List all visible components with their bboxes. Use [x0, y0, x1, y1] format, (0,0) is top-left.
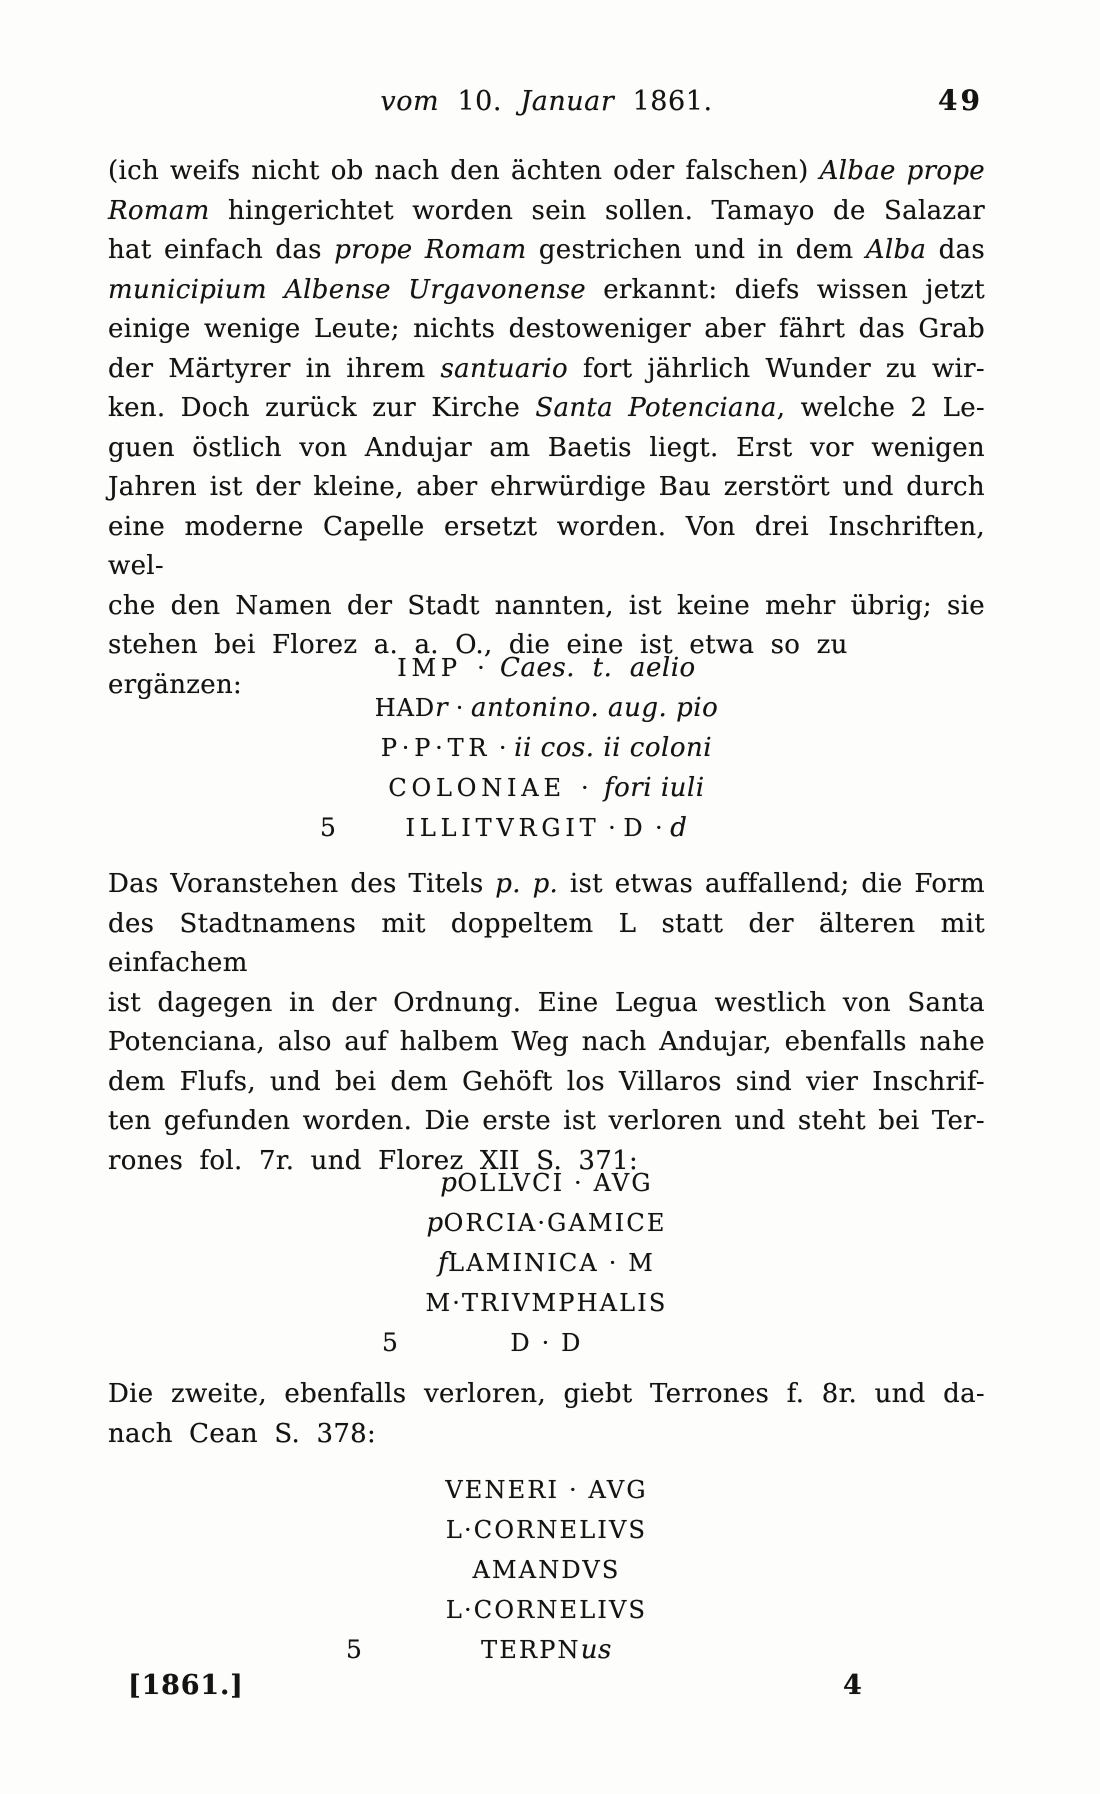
inscription-line: [108, 688, 985, 728]
page-number: 49: [938, 84, 983, 117]
sheet-signature-number: 4: [843, 1670, 862, 1701]
body-text-line: [108, 1102, 985, 1142]
text-segment: guen östlich von Andujar am Baetis liegt. Erst vor wenigen: [108, 432, 985, 463]
text-segment: erkannt: diefs wissen jetzt: [585, 274, 985, 305]
inscription-line: [108, 1203, 985, 1243]
text-segment: Jahren ist der kleine, aber ehrwürdige Bau zerstört und durch: [108, 472, 985, 502]
italic-text-segment: prope Romam: [334, 235, 527, 265]
text-segment: dem Flufs, und bei dem Gehöft los Villaros sind vier Inschrif-: [108, 1066, 985, 1097]
inscription-line: [108, 1590, 985, 1630]
italic-text-segment: d: [670, 813, 688, 843]
text-segment: ten gefunden worden. Die erste ist verloren und steht bei Ter-: [108, 1106, 985, 1136]
text-segment: gestrichen und in dem: [526, 235, 866, 265]
text-segment: stehen bei Florez a. a. O., die eine ist etwa so zu ergänzen:: [108, 630, 848, 700]
body-text-line: [108, 1023, 985, 1063]
text-segment: hingerichtet worden sein sollen. Tamayo de Salazar: [209, 195, 985, 226]
italic-text-segment: Albae prope: [819, 156, 986, 186]
text-segment: (ich weifs nicht ob nach den ächten oder falschen): [108, 156, 820, 186]
body-text-line: [108, 429, 985, 469]
text-segment: einige wenige Leute; nichts destoweniger aber fährt das Grab: [108, 314, 985, 344]
italic-text-segment: fori iuli: [603, 773, 705, 803]
body-text-line: [108, 271, 985, 311]
body-text-line: [108, 508, 985, 587]
inscription-line-number: 5: [320, 813, 336, 842]
italic-text-segment: r: [435, 693, 449, 723]
text-segment: des Stadtnamens mit doppeltem L statt der älteren mit einfachem: [108, 908, 985, 978]
text-segment: IMP: [397, 654, 462, 682]
text-segment: ORCIA·GAMICE: [443, 1209, 667, 1237]
text-segment: ·: [448, 694, 471, 722]
body-text-line: [108, 468, 985, 508]
italic-text-segment: vom: [380, 86, 458, 117]
italic-text-segment: municipium Albense Urgavonense: [108, 274, 586, 305]
body-text-line: [108, 1375, 985, 1415]
text-segment: D: [623, 814, 648, 842]
body-text-line: [108, 350, 985, 390]
body-text-line: [108, 587, 985, 627]
inscription-line-number: 5: [346, 1635, 362, 1664]
italic-text-segment: Romam: [108, 195, 210, 226]
inscription-line: [108, 1550, 985, 1590]
paragraph-2: [108, 865, 985, 1181]
italic-text-segment: Santa Potenciana: [535, 393, 777, 423]
text-segment: hat einfach das: [108, 235, 335, 265]
inscription-line: [108, 1630, 985, 1670]
inscription-line: [108, 1243, 985, 1283]
running-head: [108, 82, 985, 124]
inscription-line: [108, 1510, 985, 1550]
text-segment: LAMINICA · M: [448, 1249, 656, 1277]
inscription-line: [108, 808, 985, 848]
text-segment: ·: [491, 734, 515, 762]
page-footer: [108, 1666, 985, 1708]
paragraph-1: [108, 152, 985, 705]
text-segment: VENERI · AVG: [445, 1476, 648, 1504]
inscription-line: [108, 1283, 985, 1323]
inscription-2: [108, 1163, 985, 1363]
text-segment: fort jährlich Wunder zu wir-: [567, 353, 985, 384]
running-head-line: [108, 82, 985, 122]
text-segment: P·P·TR: [380, 734, 492, 762]
italic-text-segment: f: [437, 1248, 449, 1278]
text-segment: 10.: [457, 86, 521, 117]
text-segment: ist etwas auffallend; die Form: [558, 869, 985, 899]
text-segment: ILLITVRGIT: [405, 814, 601, 842]
body-text-line: [108, 310, 985, 350]
text-segment: L·CORNELIVS: [445, 1596, 648, 1624]
inscription-line: [108, 648, 985, 688]
text-segment: Potenciana, also auf halbem Weg nach Andujar, ebenfalls nahe: [108, 1027, 985, 1057]
paragraph-3: [108, 1375, 985, 1454]
text-segment: der Märtyrer in ihrem: [108, 353, 441, 384]
body-text-line: [108, 231, 985, 271]
italic-text-segment: p: [440, 1168, 458, 1198]
text-segment: M·TRIVMPHALIS: [425, 1289, 668, 1317]
inscription-line: [108, 1323, 985, 1363]
italic-text-segment: Januar: [520, 86, 633, 117]
body-text-line: [108, 389, 985, 429]
text-segment: ·: [600, 814, 624, 842]
text-segment: das: [926, 235, 986, 265]
text-segment: COLONIAE: [388, 774, 566, 802]
inscription-line: [108, 1163, 985, 1203]
text-segment: HAD: [374, 694, 436, 722]
italic-text-segment: santuario: [440, 353, 568, 384]
inscription-3: [108, 1470, 985, 1670]
inscription-line: [108, 1470, 985, 1510]
text-segment: 1861.: [632, 86, 713, 117]
text-segment: ken. Doch zurück zur Kirche: [108, 393, 536, 423]
italic-text-segment: Alba: [865, 235, 927, 265]
body-text-line: [108, 905, 985, 984]
italic-text-segment: Caes. t. aelio: [500, 653, 696, 683]
italic-text-segment: antonino. aug. pio: [470, 693, 719, 723]
text-segment: eine moderne Capelle ersetzt worden. Von drei Inschriften, wel-: [108, 511, 985, 581]
italic-text-segment: p. p.: [495, 869, 559, 899]
text-segment: rones fol. 7r. und Florez XII S. 371:: [108, 1145, 639, 1176]
text-segment: L·CORNELIVS: [445, 1516, 648, 1544]
body-text-line: [108, 1063, 985, 1103]
italic-text-segment: us: [580, 1635, 612, 1665]
text-segment: che den Namen der Stadt nannten, ist keine mehr übrig; sie: [108, 590, 985, 621]
inscription-line: [108, 728, 985, 768]
text-segment: ·: [647, 814, 671, 842]
body-text-line: [108, 865, 985, 905]
running-head-title: [108, 82, 985, 122]
text-segment: , welche 2 Le-: [776, 393, 986, 423]
text-segment: D · D: [510, 1329, 583, 1357]
text-segment: nach Cean S. 378:: [108, 1418, 377, 1449]
text-segment: OLLVCI · AVG: [457, 1169, 653, 1197]
italic-text-segment: p: [426, 1208, 444, 1238]
body-text-line: [108, 192, 985, 232]
body-text-line: [108, 984, 985, 1024]
text-segment: TERPN: [481, 1636, 581, 1664]
text-segment: ist dagegen in der Ordnung. Eine Legua westlich von Santa: [108, 987, 985, 1018]
body-text-line: [108, 1415, 985, 1455]
text-segment: AMANDVS: [472, 1556, 621, 1584]
italic-text-segment: ii cos. ii coloni: [514, 733, 713, 763]
volume-year-signature: [1861.]: [128, 1670, 244, 1701]
text-segment: ·: [565, 774, 604, 802]
text-segment: ·: [461, 654, 501, 682]
inscription-1: [108, 648, 985, 848]
text-segment: Das Voranstehen des Titels: [108, 869, 496, 899]
body-text-line: [108, 152, 985, 192]
inscription-line: [108, 768, 985, 808]
inscription-line-number: 5: [382, 1328, 398, 1357]
text-segment: Die zweite, ebenfalls verloren, giebt Terrones f. 8r. und da-: [108, 1379, 985, 1409]
